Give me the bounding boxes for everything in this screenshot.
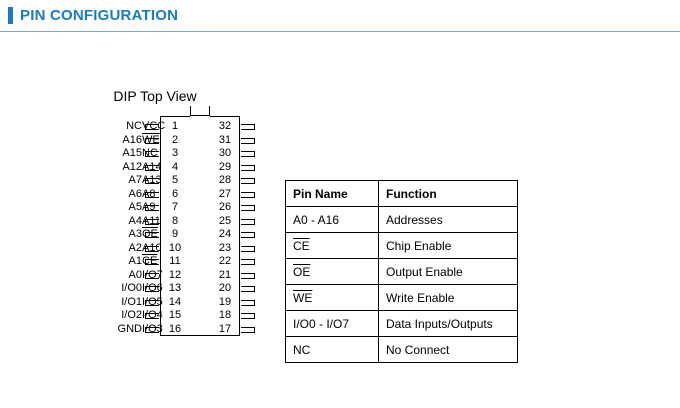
pin-lead-right bbox=[241, 205, 255, 211]
pin-number-right: 24 bbox=[218, 228, 232, 240]
pin-number-right: 28 bbox=[218, 174, 232, 186]
pin-row bbox=[60, 134, 260, 148]
pin-label-left: A1 bbox=[128, 255, 142, 267]
pin-row bbox=[60, 188, 260, 202]
pin-lead-right bbox=[241, 151, 255, 157]
pin-lead-right bbox=[241, 192, 255, 198]
pin-row bbox=[60, 161, 260, 175]
pin-number-left: 13 bbox=[168, 282, 182, 294]
pin-label-right: I/O4 bbox=[142, 309, 163, 321]
pin-label-left: I/O0 bbox=[121, 282, 142, 294]
cell-function: Data Inputs/Outputs bbox=[379, 311, 518, 337]
pin-row bbox=[60, 282, 260, 296]
pin-number-left: 8 bbox=[171, 214, 179, 227]
table-header-row bbox=[286, 181, 518, 207]
cell-pin-name bbox=[286, 311, 379, 337]
pin-row bbox=[60, 228, 260, 242]
pin-row bbox=[60, 296, 260, 310]
pin-number-left: 4 bbox=[171, 160, 179, 173]
cell-function: No Connect bbox=[379, 337, 518, 363]
dip-diagram bbox=[60, 88, 260, 336]
pin-label-left: A0 bbox=[128, 268, 142, 281]
pin-lead-right bbox=[241, 259, 255, 265]
pin-number-right: 32 bbox=[218, 120, 232, 132]
pin-row bbox=[60, 309, 260, 323]
pin-lead-right bbox=[241, 219, 255, 225]
header-accent-bar bbox=[8, 7, 13, 24]
pin-label-left: A7 bbox=[128, 174, 142, 186]
pin-number-left: 12 bbox=[168, 268, 182, 281]
pin-label-left: A5 bbox=[128, 201, 142, 213]
pin-number-left: 5 bbox=[171, 174, 179, 186]
pin-label-left: A4 bbox=[128, 214, 142, 227]
cell-function: Output Enable bbox=[379, 259, 518, 285]
pin-row bbox=[60, 120, 260, 134]
pin-label-right: A14 bbox=[142, 160, 162, 173]
pin-lead-right bbox=[241, 124, 255, 130]
pin-number-right: 29 bbox=[218, 160, 232, 173]
cell-function: Write Enable bbox=[379, 285, 518, 311]
pin-number-right: 21 bbox=[218, 268, 232, 281]
pin-label-right: I/O7 bbox=[142, 268, 163, 281]
pin-label-left: NC bbox=[126, 120, 142, 132]
pin-row bbox=[60, 255, 260, 269]
pin-function-table bbox=[285, 180, 518, 363]
pin-lead-right bbox=[241, 327, 255, 333]
pin-number-left: 3 bbox=[171, 147, 179, 159]
pin-number-right: 19 bbox=[218, 295, 232, 308]
pin-label-right: I/O5 bbox=[142, 295, 163, 308]
pin-lead-right bbox=[241, 300, 255, 306]
pin-name-text: A0 - A16 bbox=[293, 212, 340, 227]
pin-label-left: I/O1 bbox=[121, 295, 142, 308]
pin-label-right: A11 bbox=[142, 214, 161, 227]
pin-row bbox=[60, 201, 260, 215]
pin-name-text: $\overline{WE}$ bbox=[293, 290, 313, 305]
pin-label-right: A8 bbox=[142, 187, 156, 200]
pin-label-right: A9 bbox=[142, 201, 156, 213]
pin-name-text: NC bbox=[293, 342, 311, 357]
table-row bbox=[286, 233, 518, 259]
pin-row bbox=[60, 242, 260, 256]
pin-row bbox=[60, 174, 260, 188]
cell-pin-name bbox=[286, 233, 379, 259]
pin-row bbox=[60, 323, 260, 337]
pin-number-left: 7 bbox=[171, 201, 179, 213]
pin-label-right: $\overline{CE}$ bbox=[142, 255, 158, 267]
cell-function: Addresses bbox=[379, 207, 518, 233]
dip-diagram-title: DIP Top View bbox=[113, 88, 197, 104]
cell-pin-name bbox=[286, 337, 379, 363]
pin-number-right: 17 bbox=[218, 322, 232, 335]
table-row bbox=[286, 285, 518, 311]
pin-number-left: 9 bbox=[171, 228, 179, 240]
pin-rows bbox=[60, 116, 260, 336]
pin-name-text: $\overline{OE}$ bbox=[293, 264, 311, 279]
pin-name-text: $\overline{CE}$ bbox=[293, 238, 310, 253]
pin-row bbox=[60, 147, 260, 161]
package-notch bbox=[190, 106, 210, 116]
pin-number-right: 18 bbox=[218, 309, 232, 321]
pin-lead-right bbox=[241, 246, 255, 252]
table-row bbox=[286, 311, 518, 337]
section-header bbox=[0, 0, 680, 32]
column-header-function: Function bbox=[379, 181, 518, 207]
table-row bbox=[286, 207, 518, 233]
pin-label-left: A6 bbox=[128, 187, 142, 200]
pin-number-right: 30 bbox=[218, 147, 232, 159]
pin-number-left: 6 bbox=[171, 187, 179, 200]
pin-number-left: 11 bbox=[169, 255, 181, 267]
pin-lead-right bbox=[241, 165, 255, 171]
pin-number-right: 31 bbox=[218, 133, 232, 146]
pin-number-right: 27 bbox=[218, 187, 232, 200]
pin-number-left: 14 bbox=[168, 295, 182, 308]
pin-row bbox=[60, 215, 260, 229]
cell-function: Chip Enable bbox=[379, 233, 518, 259]
table-row bbox=[286, 259, 518, 285]
pin-label-right: I/O3 bbox=[142, 322, 163, 335]
pin-label-left: I/O2 bbox=[121, 309, 142, 321]
pin-lead-right bbox=[241, 286, 255, 292]
pin-number-left: 2 bbox=[171, 133, 179, 146]
pin-number-right: 22 bbox=[218, 255, 232, 267]
pin-label-left: A12 bbox=[122, 160, 142, 173]
pin-label-right: I/O6 bbox=[142, 282, 163, 294]
pin-label-right: A10 bbox=[142, 241, 162, 254]
page-title: PIN CONFIGURATION bbox=[20, 7, 179, 24]
pin-label-right: NC bbox=[142, 147, 158, 159]
pin-number-right: 23 bbox=[218, 241, 232, 254]
cell-pin-name bbox=[286, 259, 379, 285]
pin-label-left: A3 bbox=[128, 228, 142, 240]
pin-number-left: 1 bbox=[171, 120, 179, 132]
pin-lead-right bbox=[241, 232, 255, 238]
pin-label-left: A15 bbox=[122, 147, 142, 159]
cell-pin-name bbox=[286, 207, 379, 233]
pin-lead-right bbox=[241, 138, 255, 144]
pin-number-left: 16 bbox=[168, 322, 182, 335]
pin-name-text: I/O0 - I/O7 bbox=[293, 316, 350, 331]
pin-lead-right bbox=[241, 273, 255, 279]
pin-label-right: $\overline{WE}$ bbox=[142, 133, 160, 146]
pin-number-right: 26 bbox=[218, 201, 232, 213]
pin-lead-right bbox=[241, 313, 255, 319]
pin-number-left: 15 bbox=[168, 309, 182, 321]
pin-number-right: 25 bbox=[218, 214, 232, 227]
dip-package-body bbox=[60, 116, 260, 336]
pin-row bbox=[60, 269, 260, 283]
pin-number-left: 10 bbox=[168, 241, 182, 254]
table-row bbox=[286, 337, 518, 363]
pin-label-left: GND bbox=[117, 322, 142, 335]
pin-label-right: VCC bbox=[142, 120, 166, 132]
cell-pin-name bbox=[286, 285, 379, 311]
pin-label-right: A13 bbox=[142, 174, 162, 186]
column-header-pin-name: Pin Name bbox=[286, 181, 379, 207]
table-body bbox=[286, 207, 518, 363]
pin-label-left: A16 bbox=[122, 133, 142, 146]
pin-number-right: 20 bbox=[218, 282, 232, 294]
pin-label-right: $\overline{OE}$ bbox=[142, 228, 158, 240]
pin-lead-right bbox=[241, 178, 255, 184]
pin-label-left: A2 bbox=[128, 241, 142, 254]
